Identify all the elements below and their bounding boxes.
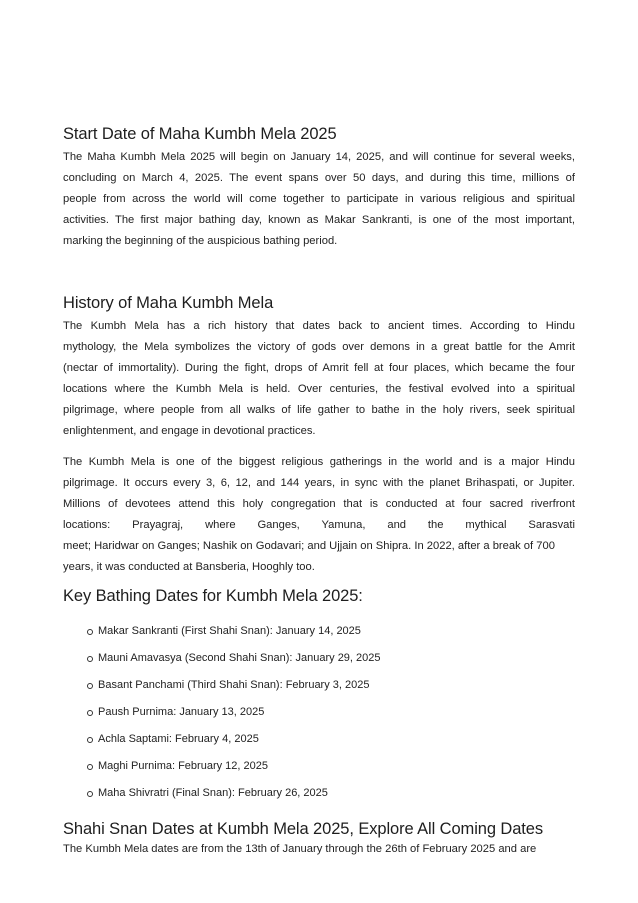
circle-bullet-icon bbox=[87, 737, 93, 743]
text-line: (nectar of immortality). During the fight, drops of Amrit fell at four places, which became the four bbox=[63, 362, 575, 374]
text-line: people from across the world will come together to participate in various religious and spiritual bbox=[63, 193, 575, 205]
text-line: The Kumbh Mela is one of the biggest religious gatherings in the world and is a major Hindu bbox=[63, 456, 575, 468]
text-line: marking the beginning of the auspicious bathing period. bbox=[63, 235, 338, 247]
text-line: years, it was conducted at Bansberia, Hooghly too. bbox=[63, 561, 315, 573]
text-line: activities. The first major bathing day, known as Makar Sankranti, is one of the most important, bbox=[63, 214, 575, 226]
text-line: locations where the Kumbh Mela is held. Over centuries, the festival evolved into a spiritual bbox=[63, 383, 575, 395]
circle-bullet-icon bbox=[87, 629, 93, 635]
text-line: The Maha Kumbh Mela 2025 will begin on January 14, 2025, and will continue for several weeks, bbox=[63, 151, 575, 163]
text-line: enlightenment, and engage in devotional practices. bbox=[63, 425, 316, 437]
paragraph-history-2 bbox=[63, 452, 575, 578]
text-line: concluding on March 4, 2025. The event spans over 50 days, and during this time, millions of bbox=[63, 172, 575, 184]
list-item: Makar Sankranti (First Shahi Snan): January 14, 2025 bbox=[88, 618, 381, 645]
paragraph-shahi-snan: The Kumbh Mela dates are from the 13th of January through the 26th of February 2025 and are bbox=[63, 843, 537, 855]
list-item: Paush Purnima: January 13, 2025 bbox=[88, 699, 381, 726]
heading-history: History of Maha Kumbh Mela bbox=[63, 294, 274, 312]
key-dates-list bbox=[88, 618, 381, 807]
circle-bullet-icon bbox=[87, 764, 93, 770]
circle-bullet-icon bbox=[87, 710, 93, 716]
circle-bullet-icon bbox=[87, 791, 93, 797]
list-item: Maghi Purnima: February 12, 2025 bbox=[88, 753, 381, 780]
list-item: Maha Shivratri (Final Snan): February 26, 2025 bbox=[88, 780, 381, 807]
text-line: The Kumbh Mela has a rich history that dates back to ancient times. According to Hindu bbox=[63, 320, 575, 332]
heading-key-dates: Key Bathing Dates for Kumbh Mela 2025: bbox=[63, 587, 363, 605]
circle-bullet-icon bbox=[87, 683, 93, 689]
list-item: Mauni Amavasya (Second Shahi Snan): January 29, 2025 bbox=[88, 645, 381, 672]
list-item: Basant Panchami (Third Shahi Snan): February 3, 2025 bbox=[88, 672, 381, 699]
text-line: pilgrimage, where people from all walks of life gather to bathe in the holy rivers, seek spiritual bbox=[63, 404, 575, 416]
paragraph-history-1 bbox=[63, 316, 575, 442]
text-line: meet; Haridwar on Ganges; Nashik on Godavari; and Ujjain on Shipra. In 2022, after a break of 700 bbox=[63, 540, 555, 552]
text-line: locations: Prayagraj, where Ganges, Yamuna, and the mythical Sarasvati bbox=[63, 519, 575, 531]
text-line: Millions of devotees attend this holy congregation that is conducted at four sacred riverfront bbox=[63, 498, 575, 510]
paragraph-start-date bbox=[63, 147, 575, 252]
heading-start-date: Start Date of Maha Kumbh Mela 2025 bbox=[63, 125, 337, 143]
circle-bullet-icon bbox=[87, 656, 93, 662]
text-line: pilgrimage. It occurs every 3, 6, 12, and 144 years, in sync with the planet Brihaspati, or Jupiter. bbox=[63, 477, 575, 489]
heading-shahi-snan: Shahi Snan Dates at Kumbh Mela 2025, Explore All Coming Dates bbox=[63, 820, 544, 838]
list-item: Achla Saptami: February 4, 2025 bbox=[88, 726, 381, 753]
text-line: mythology, the Mela symbolizes the victory of gods over demons in a great battle for the Amrit bbox=[63, 341, 575, 353]
